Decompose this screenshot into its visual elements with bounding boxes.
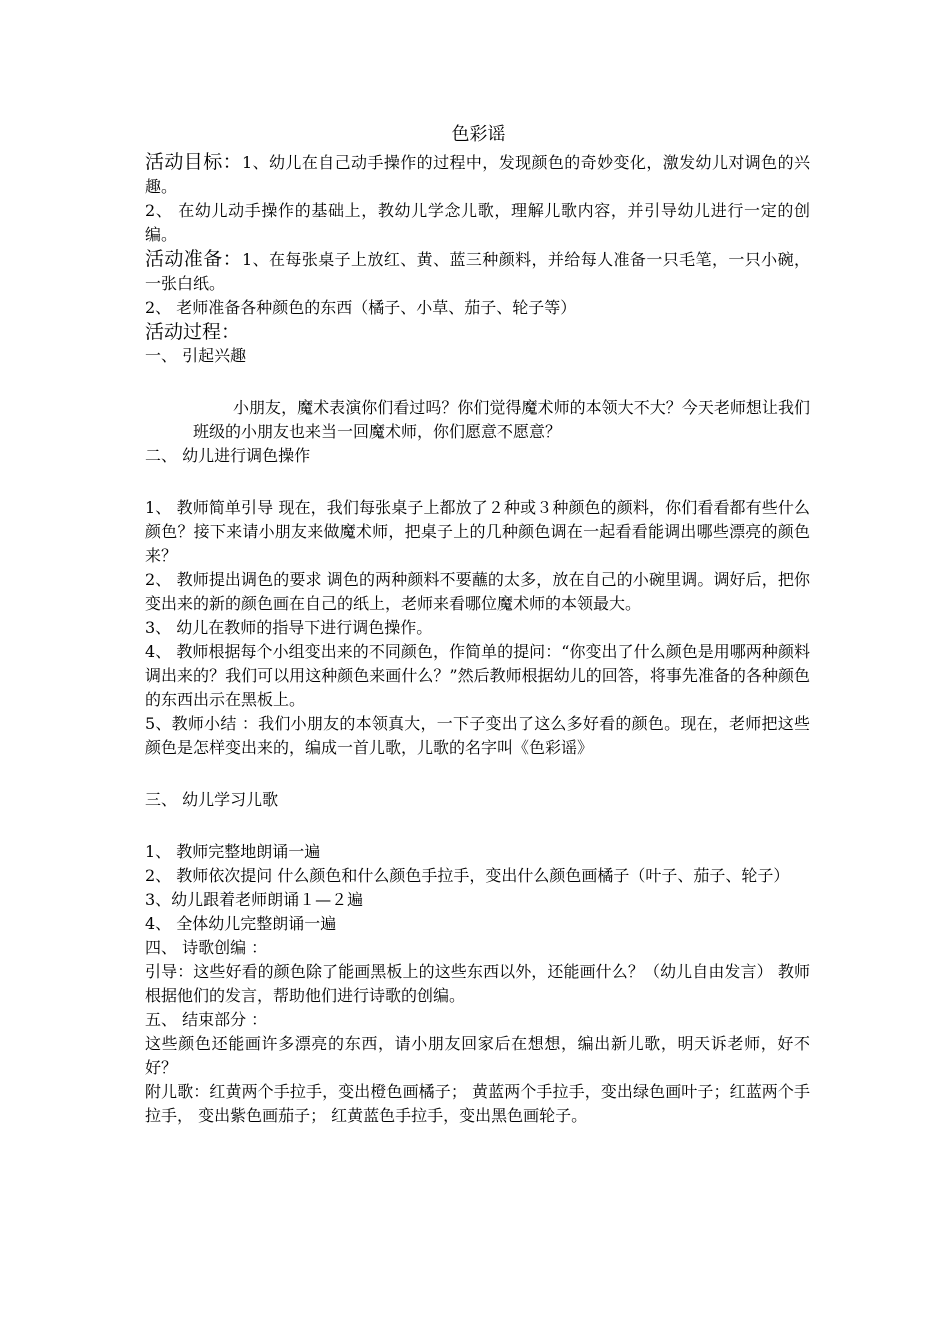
- section-2-item-2: 2、 教师提出调色的要求 调色的两种颜料不要蘸的太多，放在自己的小碗里调。调好后，把你变出来的新的颜色画在自己的纸上，老师来看哪位魔术师的本领最大。: [145, 570, 810, 613]
- section-4-text: 引导：这些好看的颜色除了能画黑板上的这些东西以外，还能画什么？（幼儿自由发言） 教师根据他们的发言，帮助他们进行诗歌的创编。: [145, 962, 810, 1005]
- spacer: [145, 368, 810, 396]
- section-3-title: 三、 幼儿学习儿歌: [145, 790, 279, 809]
- document-title: 色彩谣: [451, 124, 506, 145]
- goal-1-text: 1、幼儿在自己动手操作的过程中，发现颜色的奇妙变化，激发幼儿对调色的兴趣。: [145, 153, 810, 196]
- prep-2-paragraph: 2、 老师准备各种颜色的东西（橘子、小草、茄子、轮子等）: [145, 298, 577, 317]
- section-2-item-3: 3、 幼儿在教师的指导下进行调色操作。: [145, 618, 433, 637]
- goal-2-paragraph: 2、 在幼儿动手操作的基础上，教幼儿学念儿歌，理解儿歌内容，并引导幼儿进行一定的创编。: [145, 201, 810, 244]
- process-label: 活动过程：: [145, 321, 241, 343]
- section-2-item-1: 1、 教师简单引导 现在，我们每张桌子上都放了２种或３种颜色的颜料，你们看看都有些什么颜色？接下来请小朋友来做魔术师，把桌子上的几种颜色调在一起看看能调出哪些漂亮的颜色来？: [145, 498, 810, 565]
- section-3-item-3: 3、幼儿跟着老师朗诵１—２遍: [145, 890, 364, 909]
- goal-paragraph: [145, 150, 810, 199]
- poem-paragraph: 附儿歌：红黄两个手拉手，变出橙色画橘子； 黄蓝两个手拉手，变出绿色画叶子；红蓝两个手拉手， 变出紫色画茄子； 红黄蓝色手拉手，变出黑色画轮子。: [145, 1082, 810, 1125]
- section-5-title: 五、 结束部分 ：: [145, 1010, 268, 1029]
- section-1-text: 小朋友，魔术表演你们看过吗？你们觉得魔术师的本领大不大？今天老师想让我们班级的小朋友也来当一回魔术师，你们愿意不愿意？: [193, 398, 810, 441]
- prep-paragraph: [145, 247, 810, 296]
- spacer: [145, 468, 810, 496]
- section-2-title: 二、 幼儿进行调色操作: [145, 446, 311, 465]
- document-page: [145, 120, 810, 1128]
- prep-label: 活动准备：: [145, 248, 243, 270]
- section-2-item-4: 4、 教师根据每个小组变出来的不同颜色，作简单的提问：“你变出了什么颜色是用哪两种颜料调出来的？我们可以用这种颜色来画什么？”然后教师根据幼儿的回答，将事先准备的各种颜色的东西出示在黑板上。: [145, 642, 810, 709]
- section-5-text: 这些颜色还能画许多漂亮的东西，请小朋友回家后在想想，编出新儿歌，明天诉老师，好不好？: [145, 1034, 810, 1077]
- section-2-item-5: 5、教师小结 ：我们小朋友的本领真大，一下子变出了这么多好看的颜色。现在，老师把这些颜色是怎样变出来的，编成一首儿歌，儿歌的名字叫《色彩谣》: [145, 714, 810, 757]
- section-1-title: 一、 引起兴趣: [145, 346, 247, 365]
- goal-label: 活动目标：: [145, 151, 243, 173]
- spacer: [145, 812, 810, 840]
- section-4-title: 四、 诗歌创编 ：: [145, 938, 268, 957]
- section-3-item-1: 1、 教师完整地朗诵一遍: [145, 842, 321, 861]
- spacer: [145, 760, 810, 788]
- section-3-item-4: 4、 全体幼儿完整朗诵一遍: [145, 914, 337, 933]
- section-3-item-2: 2、 教师依次提问 什么颜色和什么颜色手拉手，变出什么颜色画橘子（叶子、茄子、轮子）: [145, 866, 790, 885]
- prep-1-text: 1、在每张桌子上放红、黄、蓝三种颜料，并给每人准备一只毛笔，一只小碗， 一张白纸。: [145, 250, 810, 293]
